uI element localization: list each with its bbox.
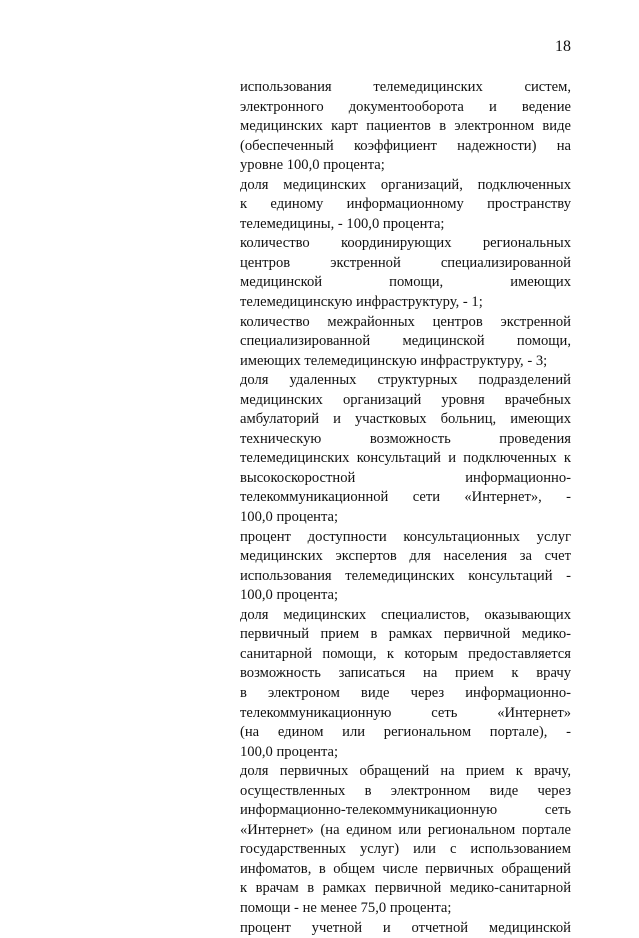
paragraph	[240, 313, 571, 372]
paragraph	[240, 919, 571, 938]
text-line: инфоматов, в общем числе первичных обращений	[240, 860, 571, 877]
text-line: процент учетной и отчетной медицинской	[240, 919, 571, 936]
text-line: доля медицинских специалистов, оказывающих	[240, 606, 571, 623]
text-line: использования телемедицинских систем,	[240, 79, 571, 95]
text-line: медицинской помощи, имеющих	[240, 274, 571, 291]
paragraph	[240, 606, 571, 762]
text-line: использования телемедицинских консультаций -	[240, 567, 571, 584]
text-line: количество координирующих региональных	[240, 235, 571, 252]
text-line: (обеспеченный коэффициент надежности) на	[240, 137, 571, 154]
text-line: медицинских организаций уровня врачебных	[240, 391, 571, 408]
text-line: доля медицинских организаций, подключенных	[240, 176, 571, 193]
text-line: государственных услуг) или с использованием	[240, 841, 571, 858]
text-line: (на едином или региональном портале), -	[240, 724, 571, 741]
text-line: доля удаленных структурных подразделений	[240, 372, 571, 389]
page-number: 18	[555, 38, 571, 55]
text-line: к врачам в рамках первичной медико-санитарной	[240, 880, 571, 897]
text-line: доля первичных обращений на прием к врачу,	[240, 763, 571, 780]
text-line: процент доступности консультационных услуг	[240, 528, 571, 545]
text-line: телемедицинскую инфраструктуру, - 1;	[240, 294, 483, 311]
text-line: информационно-телекоммуникационную сеть	[240, 802, 571, 819]
text-line: осуществленных в электронном виде через	[240, 782, 571, 799]
text-line: 100,0 процента;	[240, 587, 339, 604]
text-line: телемедицины, - 100,0 процента;	[240, 215, 445, 232]
paragraph	[240, 176, 571, 235]
text-line: «Интернет» (на едином или региональном портале	[240, 821, 571, 838]
text-line: 100,0 процента;	[240, 509, 339, 526]
text-line: техническую возможность проведения	[240, 430, 571, 447]
document-body	[240, 78, 571, 938]
paragraph	[240, 234, 571, 312]
text-line: помощи - не менее 75,0 процента;	[240, 899, 452, 916]
text-line: телемедицинских консультаций и подключенных к	[240, 450, 571, 467]
text-line: высокоскоростной информационно-	[240, 469, 571, 486]
text-line: возможность записаться на прием к врачу	[240, 665, 571, 682]
paragraph	[240, 78, 571, 176]
text-line: количество межрайонных центров экстренной	[240, 313, 571, 330]
text-line: амбулаторий и участковых больниц, имеющих	[240, 411, 571, 428]
text-line: специализированной медицинской помощи,	[240, 333, 571, 350]
text-line: санитарной помощи, к которым предоставляется	[240, 645, 571, 662]
text-line: медицинских экспертов для населения за счет	[240, 548, 571, 565]
text-line: электронного документооборота и ведение	[240, 98, 571, 115]
paragraph	[240, 762, 571, 918]
text-line: центров экстренной специализированной	[240, 254, 571, 271]
text-line: телекоммуникационную сеть «Интернет»	[240, 704, 571, 721]
text-line: медицинских карт пациентов в электронном виде	[240, 118, 571, 135]
text-line: телекоммуникационной сети «Интернет», -	[240, 489, 571, 506]
text-line: 100,0 процента;	[240, 743, 339, 760]
text-line: первичный прием в рамках первичной медико-	[240, 626, 571, 643]
paragraph	[240, 528, 571, 606]
text-line: к единому информационному пространству	[240, 196, 571, 213]
text-line: в электроном виде через информационно-	[240, 684, 571, 701]
text-line: имеющих телемедицинскую инфраструктуру, - 3;	[240, 352, 548, 369]
text-line: уровне 100,0 процента;	[240, 157, 385, 174]
paragraph	[240, 371, 571, 527]
